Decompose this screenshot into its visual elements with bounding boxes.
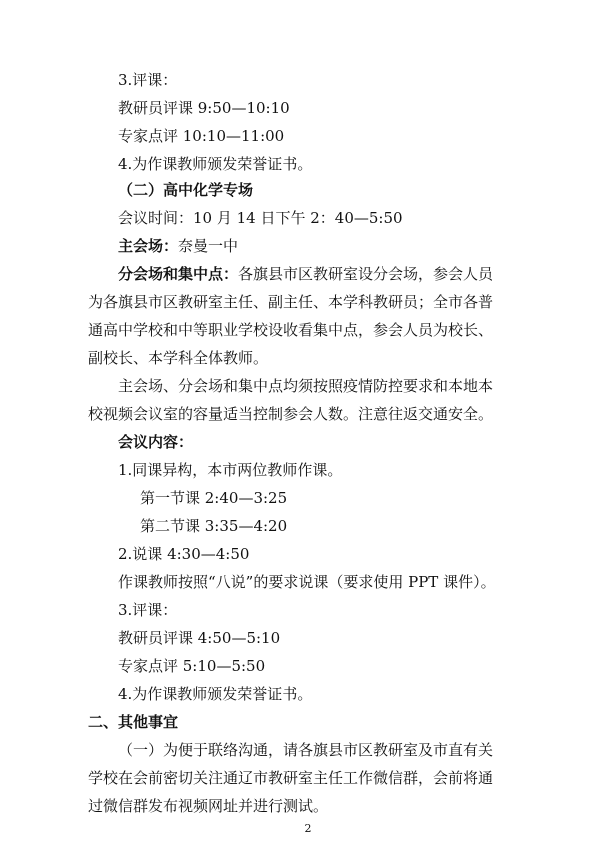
paragraph-line: 副校长、本学科全体教师。 — [88, 349, 269, 367]
lesson-1-time: 第一节课 2:40—3:25 — [140, 489, 288, 507]
lecture-requirement: 作课教师按照“八说”的要求说课（要求使用 PPT 课件）。 — [118, 573, 496, 591]
paragraph-line: 校视频会议室的容量适当控制参会人数。注意往返交通安全。 — [88, 405, 494, 423]
expert-comment-2: 专家点评 5:10—5:50 — [118, 657, 266, 675]
paragraph-line: 通高中学校和中等职业学校设收看集中点，参会人员为校长、 — [88, 321, 494, 339]
page-number: 2 — [304, 822, 312, 835]
sub-venue-label: 分会场和集中点： — [118, 265, 239, 283]
paragraph-line: 过微信群发布视频网址并进行测试。 — [88, 797, 329, 815]
main-venue — [118, 236, 238, 256]
lesson-2-time: 第二节课 3:35—4:20 — [140, 517, 288, 535]
expert-comment-1: 专家点评 10:10—11:00 — [118, 127, 285, 145]
certificate-item-2: 4.为作课教师颁发荣誉证书。 — [118, 685, 313, 703]
content-item-1: 1.同课异构，本市两位教师作课。 — [118, 461, 343, 479]
paragraph-line: 学校在会前密切关注通辽市教研室主任工作微信群，会前将通 — [88, 769, 494, 787]
meeting-time: 会议时间：10 月 14 日下午 2：40—5:50 — [118, 209, 403, 227]
main-venue-value: 奈曼一中 — [178, 237, 239, 255]
main-venue-label: 主会场： — [118, 237, 179, 255]
evaluation-heading-1: 3.评课： — [118, 71, 178, 89]
certificate-item-1: 4.为作课教师颁发荣誉证书。 — [118, 155, 313, 173]
sub-venue-text: 各旗县市区教研室设分会场，参会人员 — [238, 265, 494, 283]
content-item-2: 2.说课 4:30—4:50 — [118, 545, 250, 563]
section-heading-chemistry: （二）高中化学专场 — [118, 181, 254, 199]
section-heading-other: 二、其他事宜 — [88, 713, 179, 731]
meeting-content-heading: 会议内容： — [118, 433, 194, 451]
researcher-evaluation-2: 教研员评课 4:50—5:10 — [118, 629, 281, 647]
researcher-evaluation-1: 教研员评课 9:50—10:10 — [118, 99, 290, 117]
paragraph-line: （一）为便于联络沟通，请各旗县市区教研室及市直有关 — [118, 741, 494, 759]
sub-venue-line — [118, 264, 493, 284]
evaluation-heading-2: 3.评课： — [118, 601, 178, 619]
paragraph-line: 为各旗县市区教研室主任、副主任、本学科教研员；全市各普 — [88, 293, 494, 311]
paragraph-line: 主会场、分会场和集中点均须按照疫情防控要求和本地本 — [118, 377, 494, 395]
